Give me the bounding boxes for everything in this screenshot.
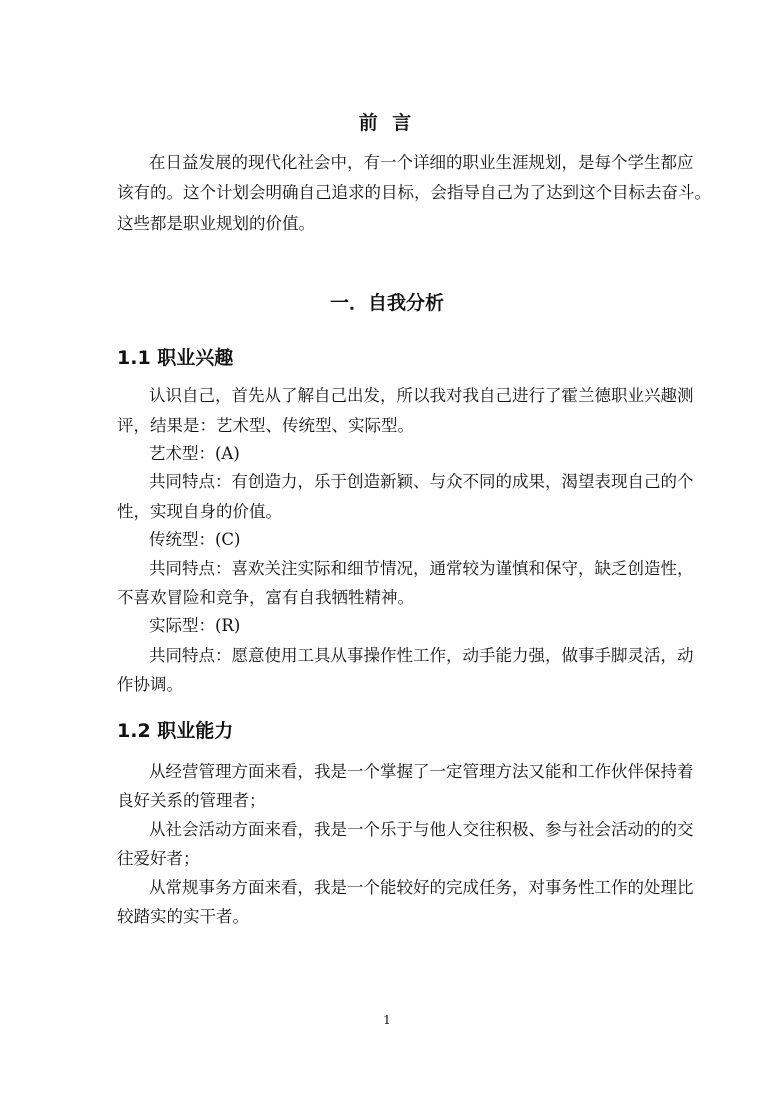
paragraph-line: 作协调。 [117, 675, 183, 694]
paragraph-line: 共同特点：喜欢关注实际和细节情况，通常较为谨慎和保守，缺乏创造性， [149, 559, 694, 578]
chapter-title: 一．自我分析 [329, 292, 444, 314]
paragraph-line: 评，结果是：艺术型、传统型、实际型。 [117, 416, 414, 435]
paragraph-line: 从常规事务方面来看，我是一个能较好的完成任务，对事务性工作的处理比 [149, 878, 694, 897]
section-heading: 1.2 职业能力 [117, 720, 234, 742]
paragraph-line: 良好关系的管理者； [117, 791, 266, 810]
paragraph-line: 共同特点：愿意使用工具从事操作性工作，动手能力强，做事手脚灵活，动 [149, 646, 694, 665]
paragraph-line: 从经营管理方面来看，我是一个掌握了一定管理方法又能和工作伙伴保持着 [149, 762, 694, 781]
paragraph-line: 往爱好者； [117, 849, 200, 868]
preface-line: 这些都是职业规划的价值。 [117, 214, 315, 233]
paragraph-line: 不喜欢冒险和竞争，富有自我牺牲精神。 [117, 588, 414, 607]
paragraph-line: 实际型：(R) [149, 616, 241, 635]
paragraph-line: 共同特点：有创造力，乐于创造新颖、与众不同的成果，渴望表现自己的个 [149, 472, 694, 491]
section-heading: 1.1 职业兴趣 [117, 347, 234, 369]
paragraph-line: 较踏实的实干者。 [117, 907, 249, 926]
paragraph-line: 性，实现自身的价值。 [117, 502, 282, 521]
paragraph-line: 认识自己，首先从了解自己出发，所以我对我自己进行了霍兰德职业兴趣测 [149, 386, 694, 405]
preface-line: 在日益发展的现代化社会中，有一个详细的职业生涯规划，是每个学生都应 [149, 153, 694, 172]
page-number: 1 [383, 1013, 391, 1027]
paragraph-line: 传统型：(C) [149, 530, 241, 549]
preface-line: 该有的。这个计划会明确自己追求的目标，会指导自己为了达到这个目标去奋斗。 [117, 183, 711, 202]
paragraph-line: 从社会活动方面来看，我是一个乐于与他人交往积极、参与社会活动的的交 [149, 820, 694, 839]
preface-title: 前 言 [358, 112, 416, 134]
paragraph-line: 艺术型：(A) [149, 444, 240, 463]
